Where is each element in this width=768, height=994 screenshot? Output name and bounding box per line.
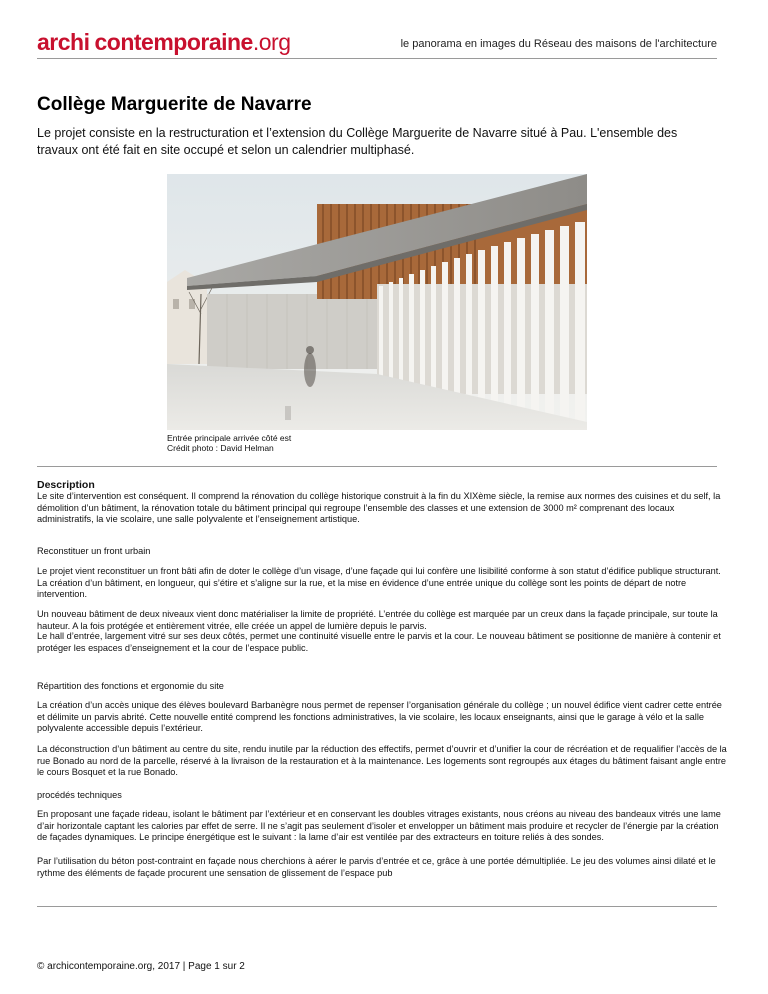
footer-divider [37, 906, 717, 907]
project-photo [167, 174, 587, 430]
paragraph: Le projet vient reconstituer un front bâti afin de doter le collège d’un visage, d’une façade qui lui confère une lisibilité conforme à son statut d’édifice publique structurant. La création d’un bâtiment, en longueur, qui s’étire et s’aligne sur la rue, et la mise en évidence d’une entrée unique du collège sont les points de départ de notre intervention. [37, 566, 721, 599]
intro-text: Le projet consiste en la restructuration et l’extension du Collège Marguerite de Navarre situé à Pau. L'ensemble des travaux ont été fait en site occupé et selon un calendrier multiphasé. [37, 126, 678, 157]
site-tagline: le panorama en images du Réseau des maisons de l'architecture [400, 38, 717, 50]
logo-contemporaine: contemporaine [94, 29, 253, 55]
caption-title: Entrée principale arrivée côté est [167, 433, 292, 443]
paragraph: Par l’utilisation du béton post-contraint en façade nous cherchions à aérer le parvis d’entrée et ce, grâce à une portée démultipliée. Le jeu des volumes ainsi dilaté et le rythme des éléments de façade procurent une sensation de glissement de l’espace pub [37, 856, 716, 878]
caption-credit: Crédit photo : David Helman [167, 443, 274, 453]
paragraph: Le hall d’entrée, largement vitré sur ses deux côtés, permet une continuité visuelle entre le parvis et la cour. Le nouveau bâtiment se positionne de manière à contenir et protéger les espaces d’enseignement et la cour de l’espace public. [37, 631, 721, 653]
logo-archi: archi [37, 29, 90, 55]
photo-caption [167, 433, 291, 453]
site-logo[interactable] [37, 28, 291, 56]
paragraph: En proposant une façade rideau, isolant le bâtiment par l’extérieur et en conservant les doubles vitrages existants, nous créons au niveau des bandeaux vitrés une lame d’air horizontale captant les calories par effet de serre. Il ne s’agit pas seulement d’isoler et envelopper un bâtiment mais produire et recycler de l’énergie par la création de façades dynamiques. Le principe énergétique est le suivant : la lame d’air est ventilée par des extracteurs en toiture reliés à des sondes. [37, 809, 721, 842]
paragraph: Un nouveau bâtiment de deux niveaux vient donc matérialiser la limite de propriété. L’entrée du collège est marquée par un creux dans la façade principale, sur toute la hauteur. A la fois protégée et entièrement vitrée, elle créée un appel de lumière depuis le parvis. [37, 609, 718, 631]
logo-org: .org [252, 29, 291, 55]
paragraph: La déconstruction d’un bâtiment au centre du site, rendu inutile par la réduction des effectifs, permet d’ouvrir et d’unifier la cour de récréation et de requalifier l’accès de la rue Bonado au nord de la parcelle, réservé à la livraison de la restauration et à la maintenance. Les logements sont regroupés aux étages du bâtiment faisant angle entre le cours Bosquet et la rue Bonado. [37, 744, 727, 777]
subheading: Reconstituer un front urbain [37, 546, 151, 556]
paragraph: Le site d’intervention est conséquent. Il comprend la rénovation du collège historique construit à la fin du XIXème siècle, la remise aux normes des cuisines et du self, la démolition d’un bâtiment, la rénovation totale du bâtiment principal qui regroupe l’ensemble des classes et une extension de 3000 m² comprenant des locaux administratifs, la vie scolaire, une salle polyvalente et l’enseignement artistique. [37, 491, 721, 524]
header-divider [37, 58, 717, 59]
subheading: procédés techniques [37, 790, 122, 800]
description-heading: Description [37, 479, 95, 491]
page-title: Collège Marguerite de Navarre [37, 94, 312, 115]
page-header [37, 28, 717, 58]
subheading: Répartition des fonctions et ergonomie du site [37, 681, 224, 691]
paragraph: La création d’un accès unique des élèves boulevard Barbanègre nous permet de repenser l’organisation générale du collège ; un nouvel édifice vient cadrer cette entrée et délimite un parvis abrité. Cette nouvelle entité comprend les fonctions administratives, la vie scolaire, les locaux enseignants, ainsi que le garage à vélo et la salle polyvalente accessible depuis l’extérieur. [37, 700, 722, 733]
page-footer: © archicontemporaine.org, 2017 | Page 1 sur 2 [37, 961, 245, 972]
section-divider [37, 466, 717, 467]
